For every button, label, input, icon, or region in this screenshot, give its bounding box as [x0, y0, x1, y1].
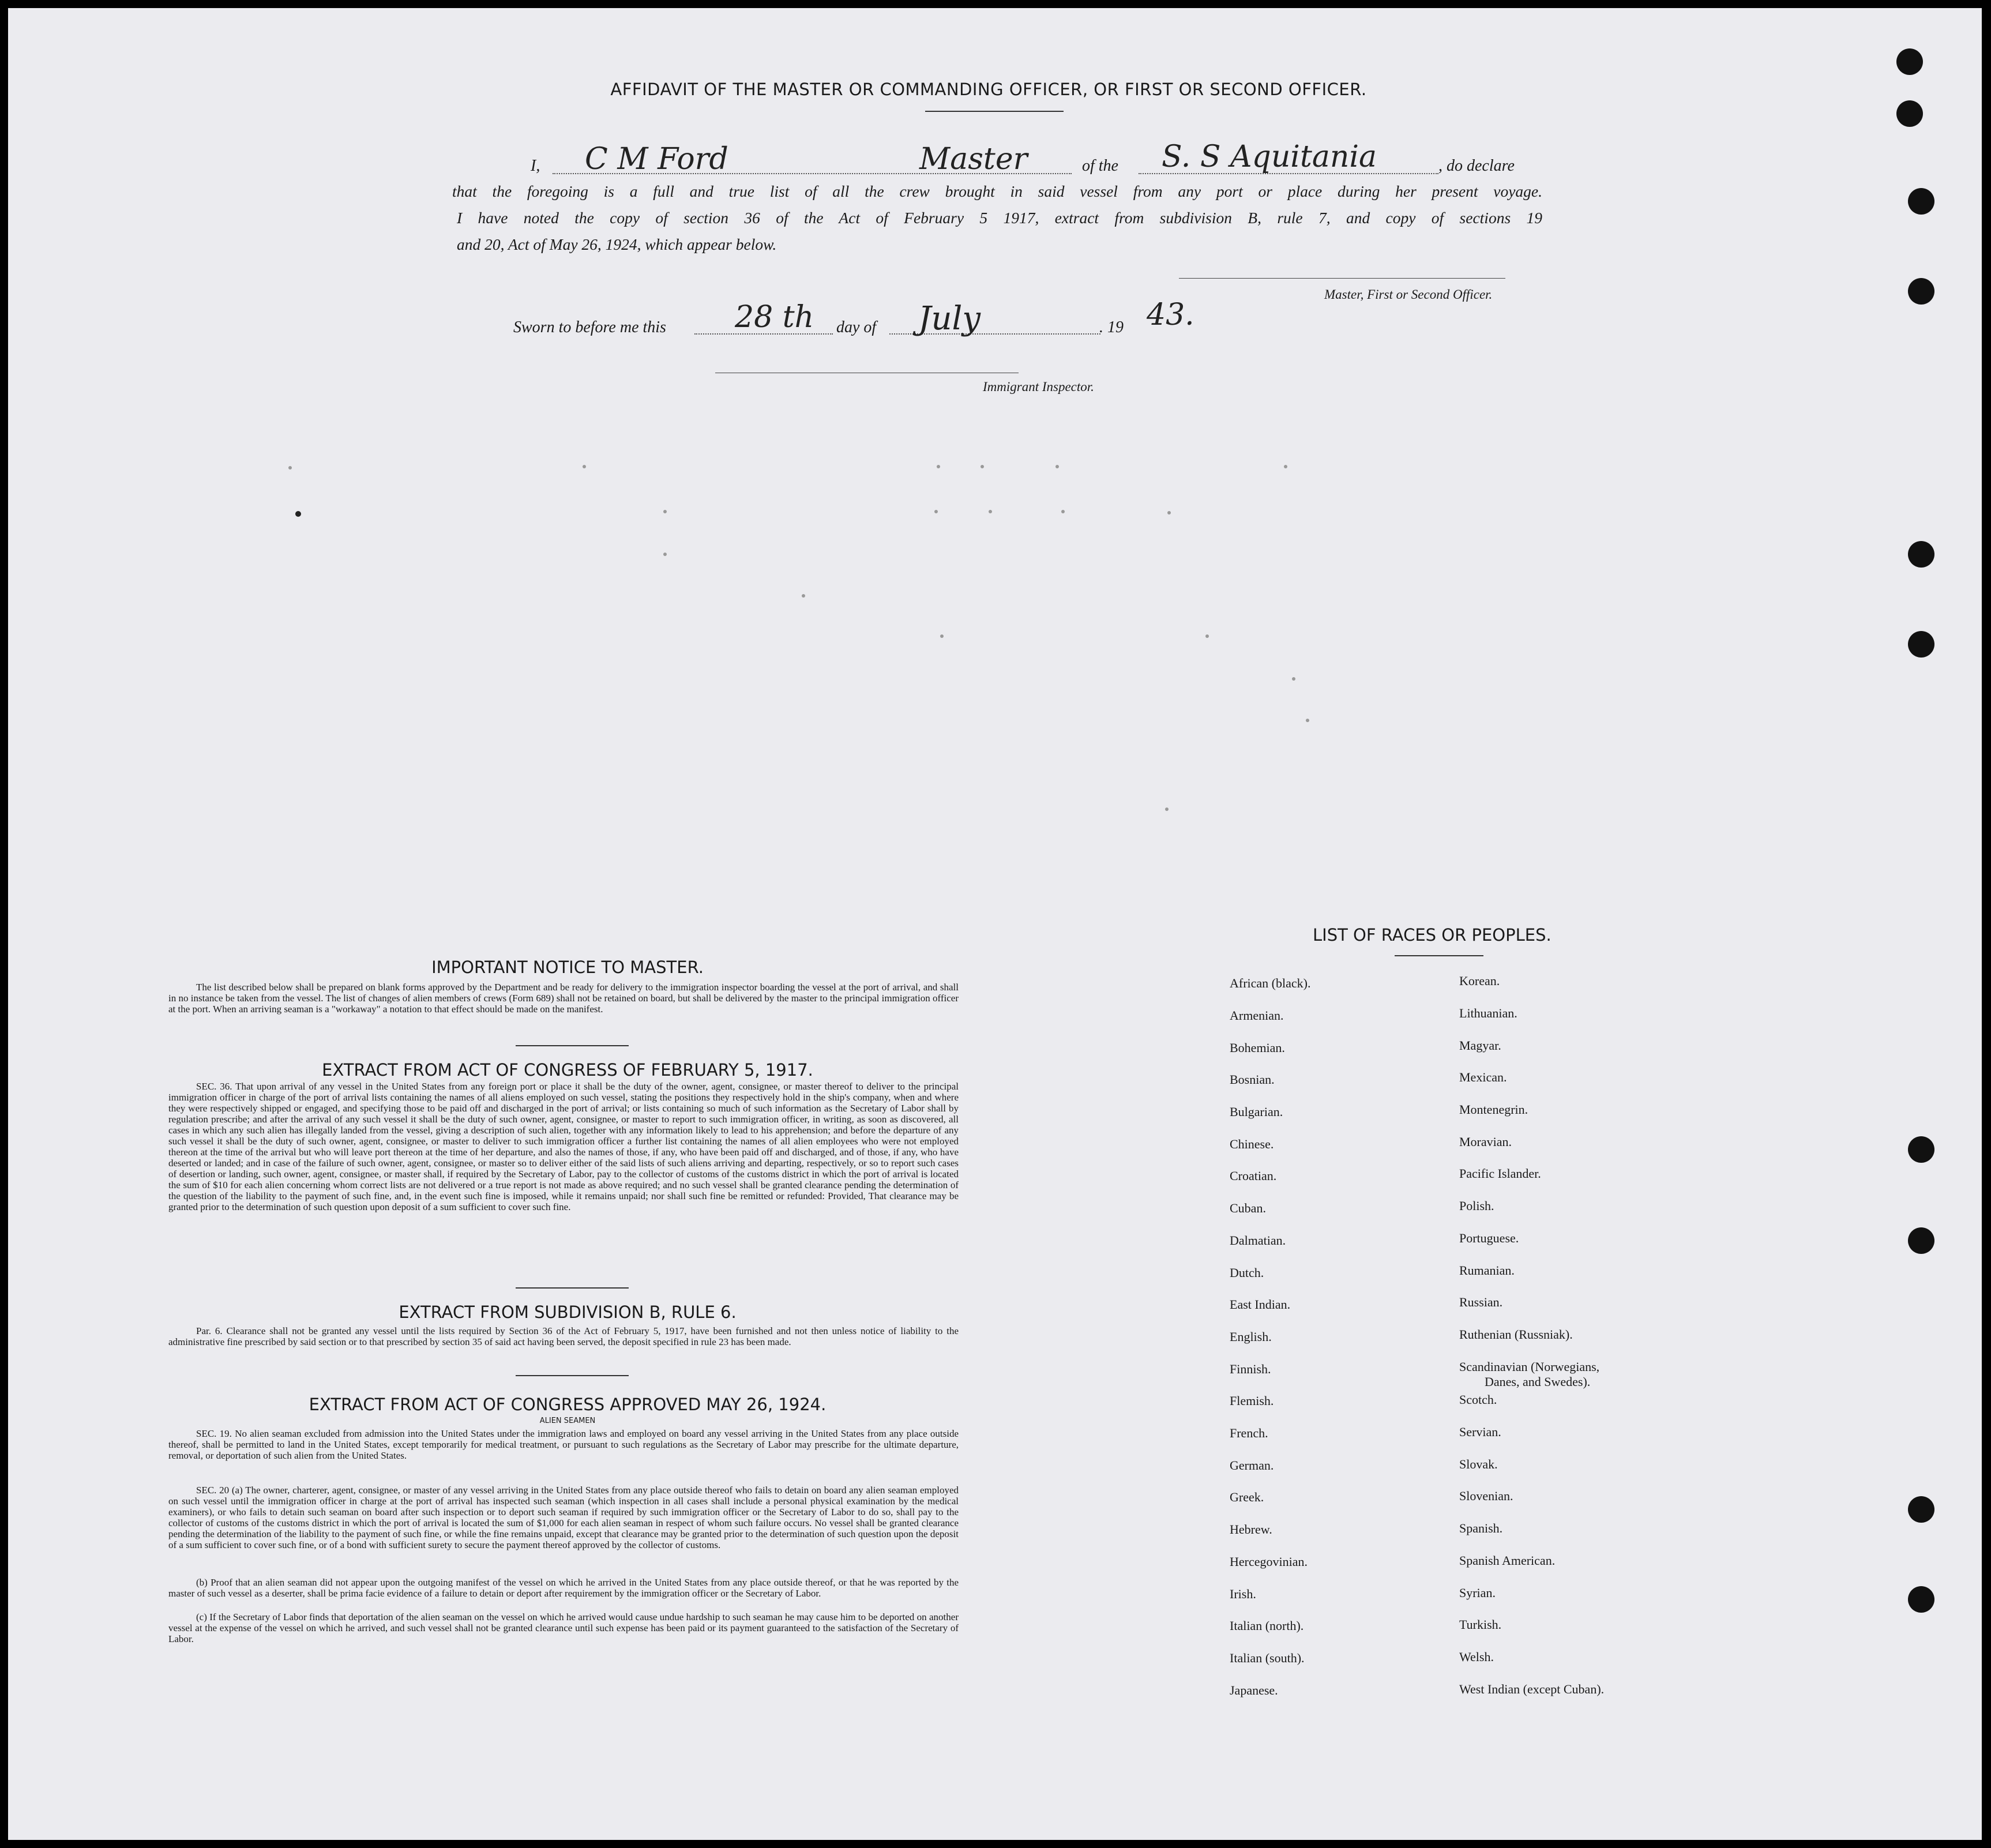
race-item: Italian (north).	[1230, 1618, 1304, 1633]
month-handwritten: July	[918, 300, 981, 337]
race-item: Welsh.	[1459, 1650, 1494, 1664]
extract-rule6-title: EXTRACT FROM SUBDIVISION B, RULE 6.	[399, 1302, 737, 1322]
vessel-name-handwritten: S. S Aquitania	[1162, 140, 1377, 174]
race-item: Italian (south).	[1230, 1651, 1305, 1665]
extract-1917-body: SEC. 36. That upon arrival of any vessel in the United States from any foreign port or place it shall be the duty of the owner, agent, consignee, or master thereof to deliver to the principal immigration officer in charge of the port of arrival lists containing the names of all aliens employed on such vessel, stating the positions they respectively hold in the ship's company, when and where they were respectively shipped or engaged, and specifying those to be paid off and discharged in the port of arrival; or lists containing so much of such information as the Secretary of Labor shall by regulation prescribe; and after the arrival of any such vessel it shall be the duty of such owner, agent, consignee, or master to report to such immigration officer, in writing, as soon as discovered, all cases in which any such alien has illegally landed from the vessel, giving a description of such alien, together with any information likely to lead to his apprehension; and before the departure of any such vessel it shall be the duty of such owner, agent, consignee, or master to deliver to such immigration officer a further list containing the names of all alien employees who were not employed thereon at the time of the arrival but who will leave port thereon at the time of her departure, and also the names of those, if any, who have been paid off and discharged, and of those, if any, who have deserted or landed; and in case of the failure of such owner, agent, consignee, or master so to deliver either of the said lists of such aliens arriving and departing, respectively, or so to report such cases of desertion or landing, such owner, agent, consignee, or master shall, if required by the Secretary of Labor, pay to the collector of customs of the customs district in which the port of arrival is located the sum of $10 for each alien concerning whom correct lists are not delivered or a true report is not made as above required; and no such vessel shall be granted clearance pending the determination of the question of the liability to the payment of such fine, and, in the event such fine is imposed, while it remains unpaid; nor shall such fine be remitted or refunded: Provided, That clearance may be granted prior to the determination of such question upon deposit of a sum sufficient to cover such fine.	[168, 1081, 959, 1212]
race-item: Dutch.	[1230, 1265, 1264, 1280]
extract-1924-title: EXTRACT FROM ACT OF CONGRESS APPROVED MAY 26, 1924.	[309, 1395, 827, 1414]
race-item: Bosnian.	[1230, 1072, 1275, 1087]
of-the-text: of the	[1082, 157, 1118, 175]
notice-title: IMPORTANT NOTICE TO MASTER.	[431, 957, 704, 977]
officer-signature-caption: Master, First or Second Officer.	[1324, 287, 1493, 302]
ghost-mark	[981, 465, 984, 468]
sec-20a-body: SEC. 20 (a) The owner, charterer, agent, consignee, or master of any vessel arriving in the United States from any place outside thereof who fails to detain on board any alien seaman employed on such vessel until the immigration officer in charge at the port of arrival has inspected such seaman (which inspection in all cases shall include a personal physical examination by the medical examiners), or who fails to detain such seaman on board after such inspection or to deport such seaman if required by such immigration officer or the Secretary of Labor to do so, shall pay to the collector of customs of the customs district in which the port of arrival is located the sum of $1,000 for each alien seaman in respect of whom such failure occurs. No vessel shall be granted clearance pending the determination of the liability to the payment of such fine, or while the fine remains unpaid, except that clearance may be granted prior to the determination of such question upon the deposit of a sum sufficient to cover such fine, or of a bond with sufficient surety to secure the payment thereof approved by the collector of customs.	[168, 1485, 959, 1550]
race-item: West Indian (except Cuban).	[1459, 1682, 1605, 1696]
ghost-mark	[288, 466, 292, 469]
affidavit-line-4: and 20, Act of May 26, 1924, which appear below.	[457, 235, 777, 253]
sec-20c-body: (c) If the Secretary of Labor finds that deportation of the alien seaman on the vessel on which he arrived would cause undue hardship to such seaman he may cause him to be deported on another vessel at the expense of the vessel on which he arrived, and such vessel shall not be granted clearance until such expense has been paid or its payment guaranteed to the satisfaction of the Secretary of Labor.	[168, 1612, 959, 1644]
race-item: Turkish.	[1459, 1617, 1502, 1632]
race-item: Portuguese.	[1459, 1231, 1519, 1245]
race-item: Servian.	[1459, 1425, 1501, 1439]
rank-handwritten: Master	[919, 142, 1028, 176]
binder-hole	[1908, 1136, 1934, 1163]
ghost-mark	[1055, 465, 1059, 468]
ghost-mark	[1167, 511, 1171, 514]
race-item: Korean.	[1459, 974, 1500, 988]
divider	[516, 1045, 629, 1046]
sworn-prefix: Sworn to before me this	[513, 318, 666, 336]
ghost-mark	[1284, 465, 1287, 468]
race-item: Magyar.	[1459, 1038, 1501, 1053]
extract-1917-title: EXTRACT FROM ACT OF CONGRESS OF FEBRUARY 5, 1917.	[322, 1060, 813, 1080]
race-item: East Indian.	[1230, 1297, 1291, 1312]
officer-signature-line	[1179, 278, 1505, 279]
year-handwritten: 43.	[1147, 298, 1194, 332]
extract-rule6-body: Par. 6. Clearance shall not be granted any vessel until the lists required by Section 36 of the Act of February 5, 1917, have been furnished and not then unless notice of liability to the administrative fine prescribed by said section or to that prescribed by section 35 of said act having been served, the deposit specified in rule 23 has been made.	[168, 1325, 959, 1347]
race-item: Pacific Islander.	[1459, 1166, 1541, 1181]
ghost-mark	[934, 510, 938, 513]
race-item: Scandinavian (Norwegians,	[1459, 1359, 1600, 1374]
ghost-mark	[1165, 807, 1169, 811]
ghost-mark	[1205, 634, 1209, 638]
race-item: French.	[1230, 1426, 1268, 1440]
race-item: German.	[1230, 1458, 1274, 1473]
race-item: Hebrew.	[1230, 1522, 1272, 1537]
race-item: Mexican.	[1459, 1070, 1507, 1084]
race-item: Polish.	[1459, 1199, 1494, 1213]
ghost-mark	[802, 594, 805, 598]
race-item: Spanish.	[1459, 1521, 1503, 1535]
ghost-mark	[1061, 510, 1065, 513]
race-item: Slovak.	[1459, 1457, 1498, 1471]
race-item: Japanese.	[1230, 1683, 1278, 1697]
race-item: Ruthenian (Russniak).	[1459, 1327, 1573, 1342]
ghost-mark	[663, 510, 667, 513]
race-item: African (black).	[1230, 976, 1311, 990]
sec-20b-body: (b) Proof that an alien seaman did not appear upon the outgoing manifest of the vessel on which he arrived in the United States from any place outside thereof, or that he was reported by the master of such vessel as a deserter, shall be prima facie evidence of a failure to detain or deport after requirement by the immigration officer or the Secretary of Labor.	[168, 1577, 959, 1599]
race-item: Finnish.	[1230, 1362, 1271, 1376]
affidavit-title: AFFIDAVIT OF THE MASTER OR COMMANDING OFFICER, OR FIRST OR SECOND OFFICER.	[610, 80, 1367, 99]
race-item: Croatian.	[1230, 1169, 1277, 1183]
ghost-mark	[295, 511, 301, 517]
races-title: LIST OF RACES OR PEOPLES.	[1313, 925, 1552, 945]
extract-1924-subtitle: ALIEN SEAMEN	[539, 1417, 596, 1425]
divider	[516, 1287, 629, 1289]
binder-hole	[1908, 1586, 1934, 1613]
race-item: Dalmatian.	[1230, 1233, 1286, 1248]
race-item: Flemish.	[1230, 1393, 1274, 1408]
ghost-mark	[1306, 719, 1309, 722]
race-item: Bohemian.	[1230, 1041, 1285, 1055]
race-item: Cuban.	[1230, 1201, 1266, 1215]
binder-hole	[1908, 188, 1934, 215]
race-item: Moravian.	[1459, 1135, 1512, 1149]
binder-hole	[1908, 1227, 1934, 1254]
divider	[516, 1375, 629, 1376]
race-item: Slovenian.	[1459, 1489, 1513, 1503]
sec-19-body: SEC. 19. No alien seaman excluded from admission into the United States under the immigration laws and employed on board any vessel arriving in the United States from any place outside thereof, shall be permitted to land in the United States, except temporarily for medical treatment, or pursuant to such regulations as the Secretary of Labor may prescribe for the ultimate departure, removal, or deportation of such alien from the United States.	[168, 1428, 959, 1461]
race-item: Rumanian.	[1459, 1263, 1515, 1278]
race-item: Greek.	[1230, 1490, 1264, 1504]
day-handwritten: 28 th	[735, 300, 814, 335]
affidavit-i: I,	[531, 157, 540, 175]
binder-hole	[1896, 100, 1923, 127]
race-item: Syrian.	[1459, 1586, 1496, 1600]
ghost-mark	[1292, 677, 1295, 681]
race-item-continued: Danes, and Swedes).	[1485, 1374, 1591, 1389]
year-prefix: . 19	[1099, 318, 1124, 336]
binder-hole	[1908, 1496, 1934, 1523]
ghost-mark	[583, 465, 586, 468]
race-item: English.	[1230, 1329, 1272, 1344]
binder-hole	[1908, 278, 1934, 305]
do-declare-text: , do declare	[1438, 157, 1515, 175]
race-item: Montenegrin.	[1459, 1102, 1528, 1117]
race-item: Irish.	[1230, 1587, 1256, 1601]
binder-hole	[1908, 631, 1934, 658]
document-page	[8, 8, 1982, 1840]
master-name-handwritten: C M Ford	[585, 142, 728, 176]
race-item: Bulgarian.	[1230, 1105, 1283, 1119]
ghost-mark	[663, 553, 667, 556]
race-item: Spanish American.	[1459, 1553, 1556, 1568]
binder-hole	[1908, 541, 1934, 568]
title-underline	[925, 111, 1064, 112]
race-item: Lithuanian.	[1459, 1006, 1517, 1020]
race-item: Hercegovinian.	[1230, 1554, 1308, 1569]
race-item: Scotch.	[1459, 1392, 1497, 1407]
ghost-mark	[989, 510, 992, 513]
affidavit-line-3: I have noted the copy of section 36 of the Act of February 5 1917, extract from subdivision B, rule 7, and copy of sections 19	[457, 209, 1542, 227]
notice-body: The list described below shall be prepared on blank forms approved by the Department and be ready for delivery to the immigration inspector boarding the vessel at the port of arrival, and shall in no instance be taken from the vessel. The list of changes of alien members of crews (Form 689) shall not be retained on board, but shall be delivered by the master to the principal immigration officer at the port. When an arriving seaman is a "workaway" a notation to that effect should be made on the manifest.	[168, 982, 959, 1015]
race-item: Armenian.	[1230, 1008, 1284, 1023]
affidavit-line-2: that the foregoing is a full and true list of all the crew brought in said vessel from any port or place during her present voyage.	[452, 182, 1542, 200]
binder-hole	[1896, 48, 1923, 75]
race-item: Chinese.	[1230, 1137, 1274, 1151]
race-item: Russian.	[1459, 1295, 1503, 1309]
ghost-mark	[937, 465, 940, 468]
day-of-text: day of	[836, 318, 877, 336]
inspector-caption: Immigrant Inspector.	[983, 380, 1094, 394]
ghost-mark	[940, 634, 944, 638]
races-underline	[1395, 955, 1483, 956]
